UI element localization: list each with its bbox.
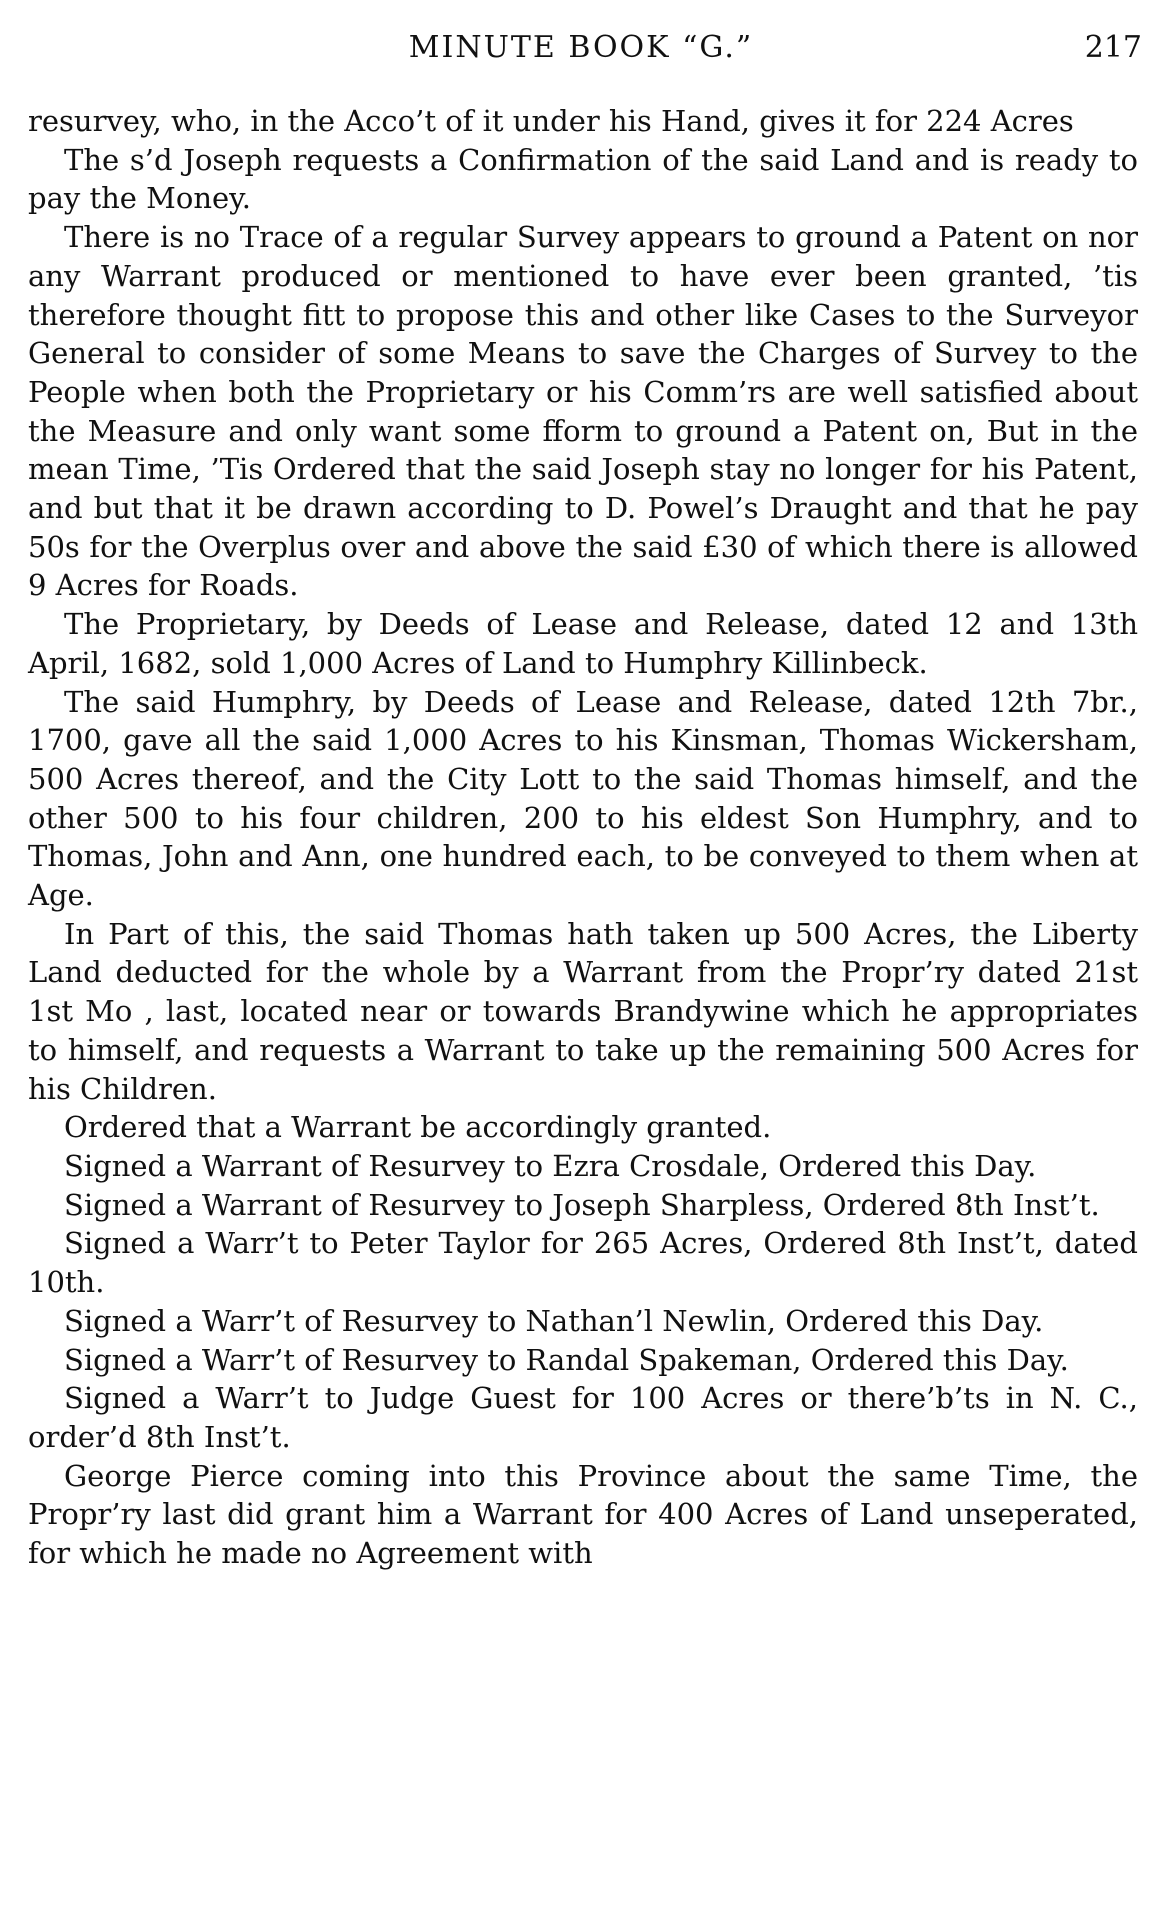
paragraph: Signed a Warr’t of Resurvey to Randal Spakeman, Ordered this Day. — [64, 1342, 1069, 1377]
paragraph: Signed a Warrant of Resurvey to Ezra Crosdale, Ordered this Day. — [64, 1148, 1037, 1183]
paragraph: The Proprietary, by Deeds of Lease and Release, dated 12 and 13th April, 1682, sold 1,000 Acres of Land to Humphry Killinbeck. — [28, 607, 1138, 680]
paragraph: The s’d Joseph requests a Confirmation of the said Land and is ready to pay the Money. — [28, 142, 1138, 216]
paragraph: Signed a Warr’t to Judge Guest for 100 Acres or there’b’ts in N. C., order’d 8th Inst’t. — [28, 1381, 1138, 1454]
paragraph: Signed a Warr’t to Peter Taylor for 265 Acres, Ordered 8th Inst’t, dated 10th. — [28, 1226, 1138, 1300]
paragraph: The said Humphry, by Deeds of Lease and Release, dated 12th 7br., 1700, gave all the said 1,000 Acres to his Kinsman, Thomas Wickersham, 500 Acres thereof, and the City Lott to the said Thomas himself, and the other 500 to his four children, 200 to his eldest Son Humphry, and to Thomas, John and Ann, one hundred each, to be conveyed to them when at Age. — [28, 684, 1138, 913]
page-number: 217 — [1084, 30, 1142, 65]
paragraph: Signed a Warrant of Resurvey to Joseph Sharpless, Ordered 8th Inst’t. — [64, 1187, 1100, 1222]
paragraph: In Part of this, the said Thomas hath taken up 500 Acres, the Liberty Land deducted for the whole by a Warrant from the Propr’ry dated 21st 1st Mo , last, located near or towards Brandywine which he appropriates to himself, and requests a Warrant to take up the remaining 500 Acres for his Children. — [28, 916, 1138, 1106]
paragraph: resurvey, who, in the Acco’t of it under his Hand, gives it for 224 Acres — [28, 104, 1074, 138]
running-header — [0, 28, 1162, 68]
body-text — [28, 102, 1138, 1573]
running-title: MINUTE BOOK “G.” — [408, 30, 754, 65]
paragraph: There is no Trace of a regular Survey appears to ground a Patent on nor any Warrant produced or mentioned to have ever been granted, ’tis therefore thought fitt to propose this and other like Cases to the Surveyor General to consider of some Means to save the Charges of Survey to the People when both the Proprietary or his Comm’rs are well satisfied about the Measure and only want some fform to ground a Patent on, But in the mean Time, ’Tis Ordered that the said Joseph stay no longer for his Patent, and but that it be drawn according to D. Powel’s Draught and that he pay 50s for the Overplus over and above the said £30 of which there is allowed 9 Acres for Roads. — [28, 220, 1138, 603]
paragraph: Ordered that a Warrant be accordingly granted. — [64, 1110, 772, 1145]
paragraph: George Pierce coming into this Province about the same Time, the Propr’ry last did grant him a Warrant for 400 Acres of Land unseperated, for which he made no Agreement with — [28, 1458, 1138, 1571]
paragraph: Signed a Warr’t of Resurvey to Nathan’l Newlin, Ordered this Day. — [64, 1303, 1044, 1338]
